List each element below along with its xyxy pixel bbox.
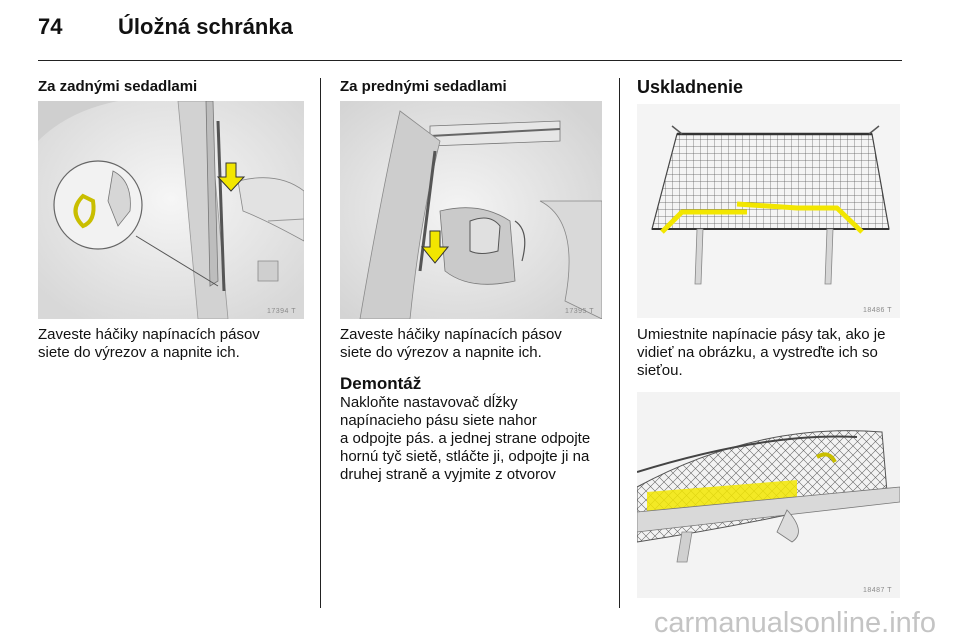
figure-id-17395: 17395 T <box>564 308 594 315</box>
header-rule <box>38 60 902 61</box>
section-heading-front-seats: Za prednými sedadlami <box>340 78 507 95</box>
illustration-rear-seat-hooks <box>38 101 304 319</box>
paragraph-removal: Nakloňte nastavovač dĺžky napínacieho pásu siete nahor a odpojte pás. a jednej strane odpojte hornú tyč sietě, stláčte ji, odpojte ji na druhej straně a vyjmite z otvorov <box>340 394 591 483</box>
page-title: Úložná schránka <box>118 14 293 39</box>
paragraph-storage: Umiestnite napínacie pásy tak, ako je vidieť na obrázku, a vystreďte ich so sieťou. <box>637 326 886 379</box>
column-divider-2 <box>619 78 620 608</box>
figure-id-18486: 18486 T <box>862 307 892 314</box>
figure-id-18487: 18487 T <box>862 587 892 594</box>
illustration-rolled-net <box>637 392 900 598</box>
illustration-net-storage <box>637 104 900 318</box>
illustration-front-seat-hooks <box>340 101 602 319</box>
paragraph-front-seats: Zaveste háčiky napínacích pásov siete do výrezov a napnite ich. <box>340 326 562 361</box>
column-divider-1 <box>320 78 321 608</box>
subheading-removal: Demontáž <box>340 374 422 393</box>
paragraph-rear-seats: Zaveste háčiky napínacích pásov siete do výrezov a napnite ich. <box>38 326 260 361</box>
watermark: carmanualsonline.info <box>653 607 936 639</box>
section-heading-storage: Uskladnenie <box>637 77 744 97</box>
figure-id-17394: 17394 T <box>266 308 296 315</box>
section-heading-rear-seats: Za zadnými sedadlami <box>38 78 198 95</box>
page-number: 74 <box>38 14 63 39</box>
